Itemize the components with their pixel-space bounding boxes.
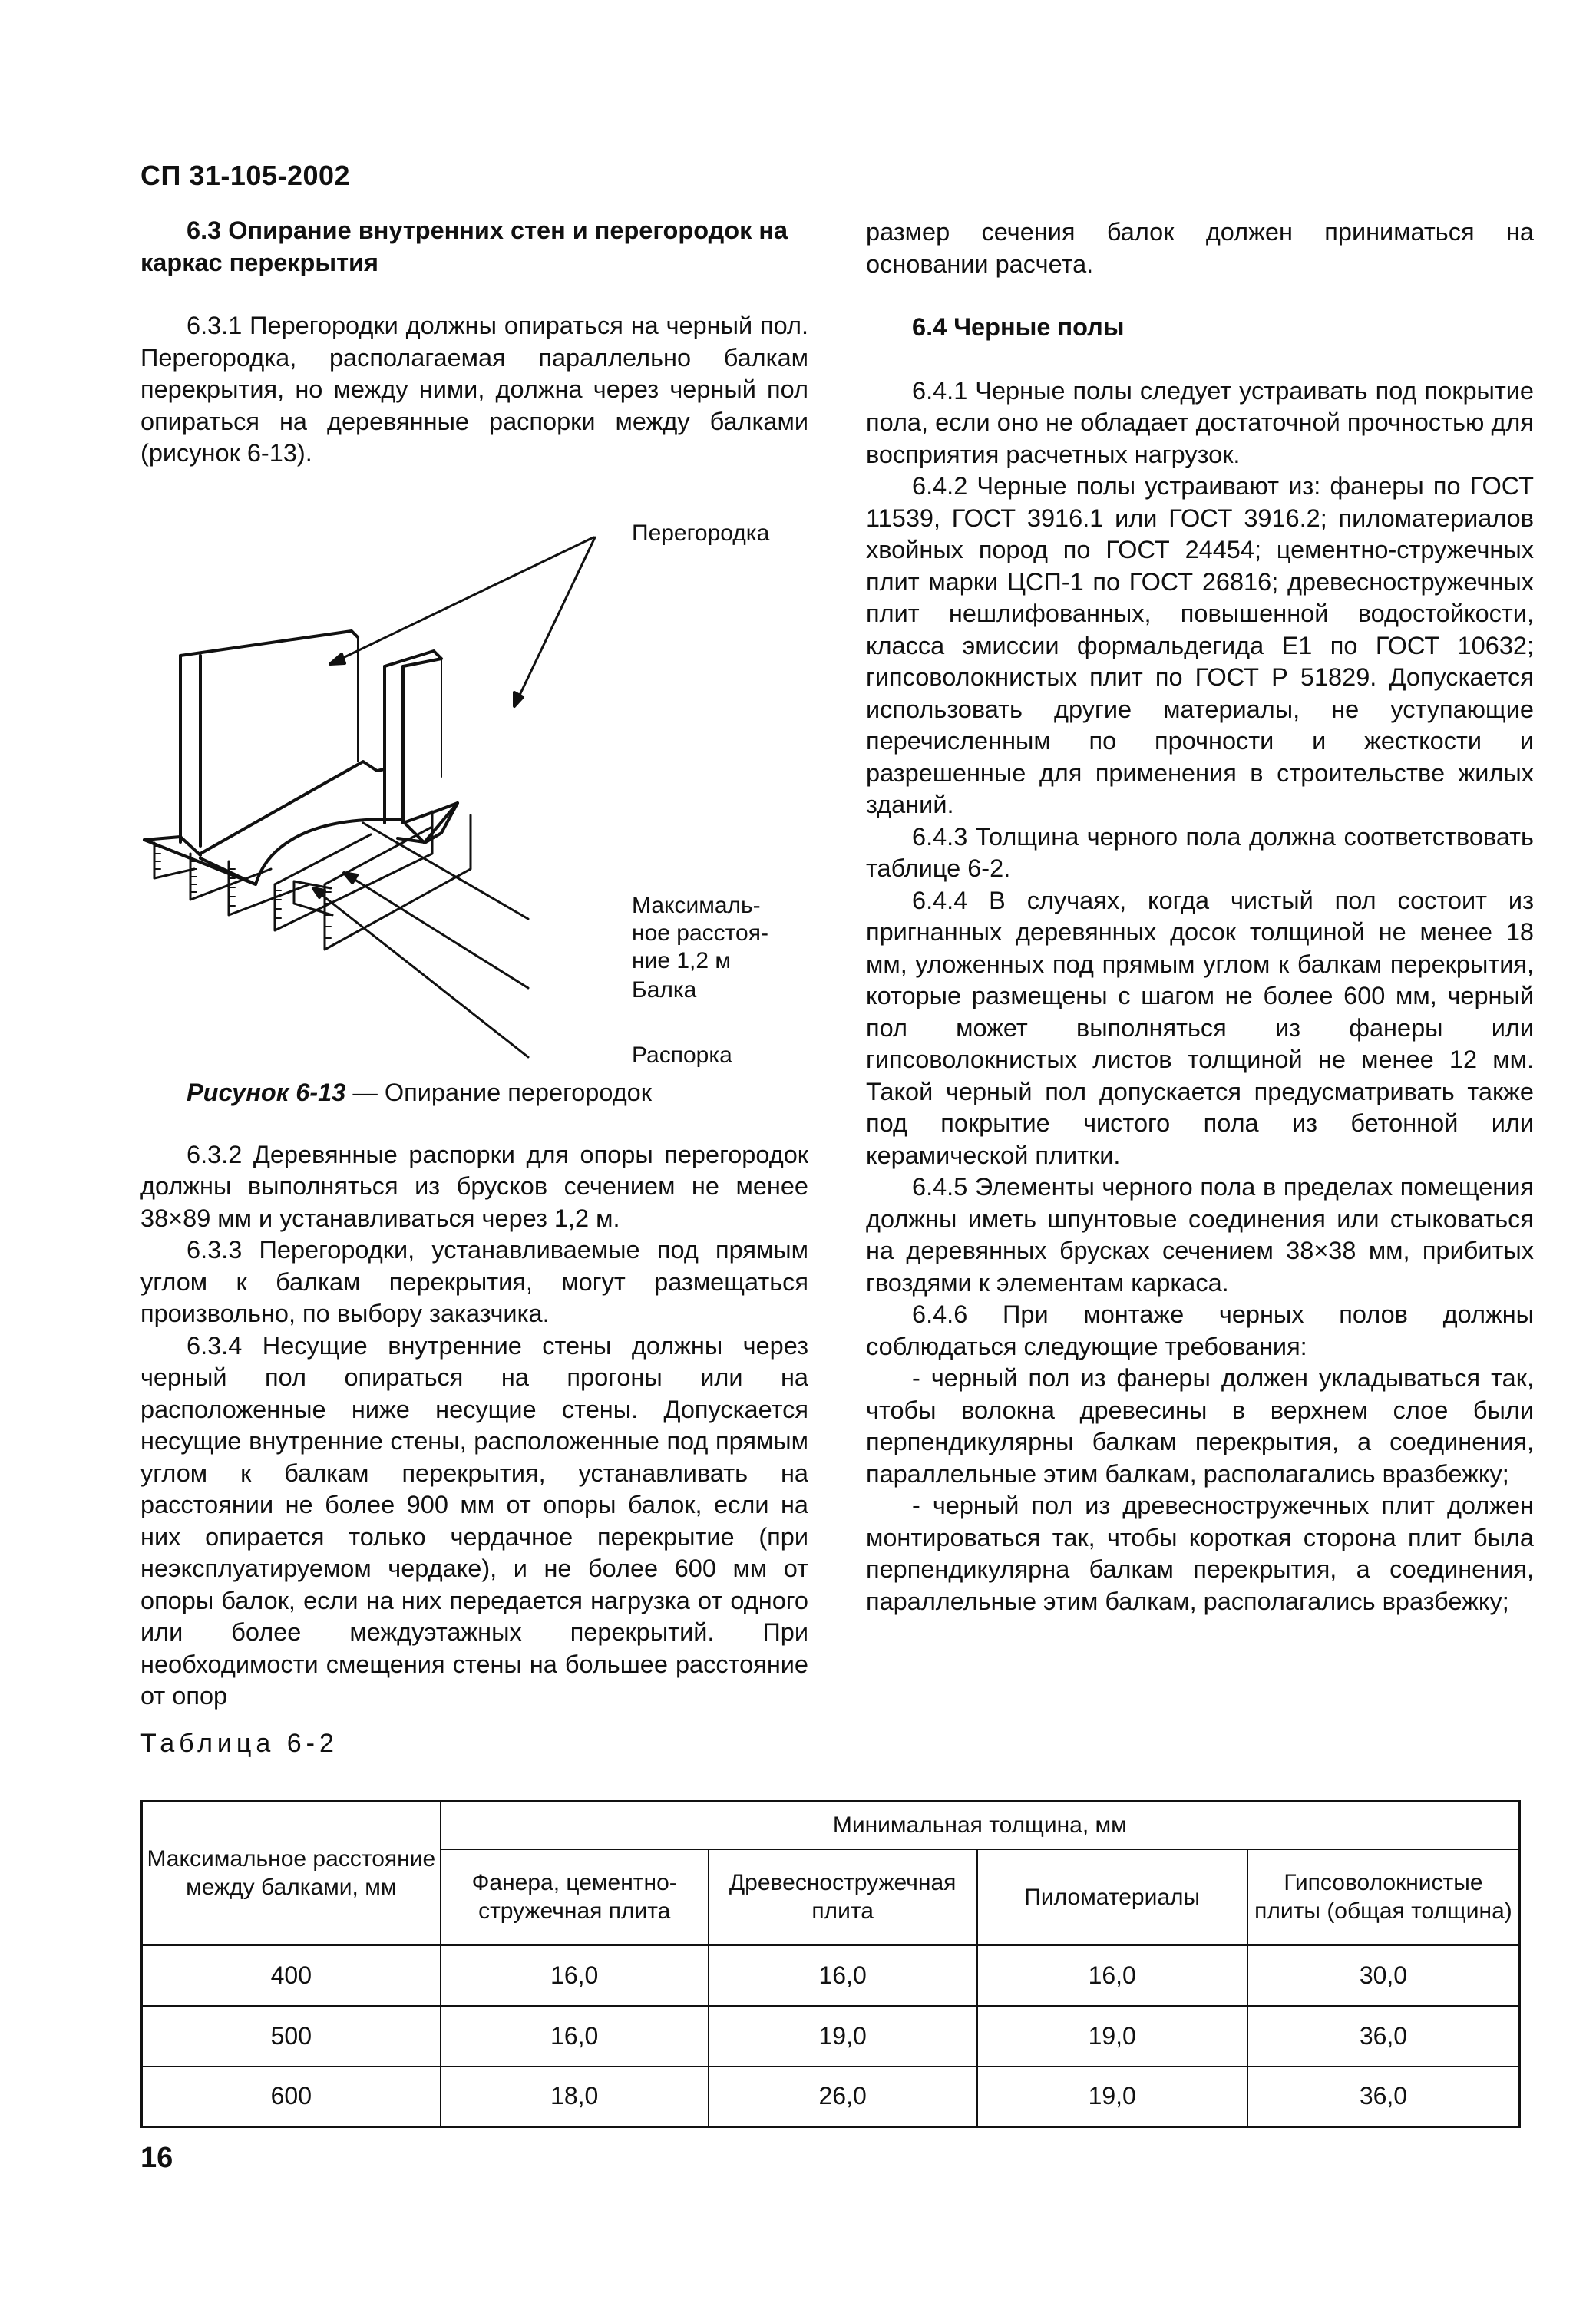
left-column [140, 215, 808, 1713]
continuation-text: размер сечения балок должен приниматься на основании расчета. [866, 218, 1534, 278]
document-code: СП 31-105-2002 [140, 160, 351, 191]
table-cell: 18,0 [441, 2067, 709, 2127]
label-partition: Перегородка [632, 520, 770, 546]
table-cell: 16,0 [441, 1945, 709, 2006]
paragraph-6-3-2: 6.3.2 Деревянные распорки для опоры перегородок должны выполняться из брусков сечением не менее 38×89 мм и устанавливаться через 1,2 м. [140, 1140, 808, 1232]
label-max-distance-line2: ное расстоя- [632, 920, 768, 946]
header-plywood: Фанера, цементно-стружечная плита [441, 1849, 709, 1945]
table-row [142, 2067, 1520, 2127]
label-max-distance-line1: Максималь- [632, 892, 761, 918]
table-cell: 16,0 [709, 1945, 977, 2006]
partition-support-drawing [140, 485, 808, 1076]
right-column [866, 216, 1534, 1617]
paragraph-6-4-5: 6.4.5 Элементы черного пола в пределах помещения должны иметь шпунтовые соединения или стыковаться на деревянных брусках сечением 38×38 мм, прибитых гвоздями к элементам каркаса. [866, 1173, 1534, 1297]
list-item-particleboard: - черный пол из древесностружечных плит должен монтироваться так, чтобы короткая сторона плит была перпендикулярна балкам перекрытия, а соединения, параллельные этим балкам, располагались вразбежку; [866, 1492, 1534, 1615]
figure-caption-number: Рисунок 6-13 [187, 1078, 346, 1106]
table-cell: 30,0 [1247, 1945, 1520, 2006]
header-gypsum-fiber: Гипсоволокнистые плиты (общая толщина) [1247, 1849, 1520, 1945]
table-cell: 500 [142, 2006, 441, 2067]
header-min-thickness: Минимальная толщина, мм [441, 1802, 1520, 1849]
table-cell: 400 [142, 1945, 441, 2006]
figure-caption [140, 1076, 808, 1109]
table-cell: 16,0 [441, 2006, 709, 2067]
page-number: 16 [140, 2142, 173, 2174]
table-cell: 36,0 [1247, 2067, 1520, 2127]
table-cell: 19,0 [977, 2067, 1247, 2127]
figure-caption-text: — Опирание перегородок [345, 1078, 652, 1106]
table-cell: 16,0 [977, 1945, 1247, 2006]
table-cell: 600 [142, 2067, 441, 2127]
label-max-distance-line3: ние 1,2 м [632, 947, 732, 973]
paragraph-6-3-1: 6.3.1 Перегородки должны опираться на черный пол. Перегородка, располагаемая параллельно балкам перекрытия, но между ними, должна через черный пол опираться на деревянные распорки между балками (рисунок 6-13). [140, 312, 808, 467]
paragraph-6-4-2: 6.4.2 Черные полы устраивают из: фанеры по ГОСТ 11539, ГОСТ 3916.1 или ГОСТ 3916.2; пиломатериалов хвойных пород по ГОСТ 24454; цементно-стружечных плит марки ЦСП-1 по ГОСТ 26816; древесностружечных плит нешлифованных, повышенной водостойкости, класса эмиссии формальдегида Е1 по ГОСТ 10632; гипсоволокнистых плит по ГОСТ Р 51829. Допускается использовать другие материалы, не уступающие перечисленным по прочности и жесткости и разрешенные для применения в строительстве жилых зданий. [866, 472, 1534, 818]
list-item-plywood: - черный пол из фанеры должен укладываться так, чтобы волокна древесины в верхнем слое были перпендикулярны балкам перекрытия, а соединения, параллельные этим балкам, располагались вразбежку; [866, 1364, 1534, 1488]
table-title: Таблица 6-2 [140, 1729, 339, 1758]
table-row [142, 2006, 1520, 2067]
header-particleboard: Древесностружечная плита [709, 1849, 977, 1945]
label-beam: Балка [632, 976, 697, 1003]
label-strut: Распорка [632, 1042, 732, 1068]
table-cell: 26,0 [709, 2067, 977, 2127]
table-6-2 [140, 1800, 1521, 2128]
header-max-distance: Максимальное расстояние между балками, мм [142, 1802, 441, 1945]
paragraph-6-3-4: 6.3.4 Несущие внутренние стены должны через черный пол опираться на прогоны или на расположенные ниже несущие стены. Допускается несущие внутренние стены, расположенные под прямым углом к балкам перекрытия, устанавливать на расстоянии не более 900 мм от опоры балок, если на них опирается только чердачное перекрытие (при неэксплуатируемом чердаке), и не более 600 мм от опоры балок, если на них передается нагрузка от одного или более междуэтажных перекрытий. При необходимости смещения стены на большее расстояние от опор [140, 1331, 808, 1710]
header-lumber: Пиломатериалы [977, 1849, 1247, 1945]
figure-6-13 [140, 485, 808, 1076]
table-row [142, 1945, 1520, 2006]
section-6-4-title: 6.4 Черные полы [912, 313, 1125, 341]
table-cell: 19,0 [709, 2006, 977, 2067]
table-cell: 36,0 [1247, 2006, 1520, 2067]
paragraph-6-4-1: 6.4.1 Черные полы следует устраивать под покрытие пола, если оно не обладает достаточной прочностью для восприятия расчетных нагрузок. [866, 376, 1534, 468]
paragraph-6-4-4: 6.4.4 В случаях, когда чистый пол состоит из пригнанных деревянных досок толщиной не менее 18 мм, уложенных под прямым углом к балкам перекрытия, которые размещены с шагом не более 600 мм, черный пол может выполняться из фанеры или гипсоволокнистых листов толщиной не менее 12 мм. Такой черный пол допускается предусматривать также под покрытие чистого пола из бетонной или керамической плитки. [866, 886, 1534, 1169]
paragraph-6-4-3: 6.4.3 Толщина черного пола должна соответствовать таблице 6-2. [866, 822, 1534, 882]
paragraph-6-3-3: 6.3.3 Перегородки, устанавливаемые под прямым углом к балкам перекрытия, могут размещаться произвольно, по выбору заказчика. [140, 1236, 808, 1327]
paragraph-6-4-6: 6.4.6 При монтаже черных полов должны соблюдаться следующие требования: [866, 1300, 1534, 1360]
section-6-3-title: 6.3 Опирание внутренних стен и перегородок на каркас перекрытия [140, 216, 788, 276]
table-cell: 19,0 [977, 2006, 1247, 2067]
